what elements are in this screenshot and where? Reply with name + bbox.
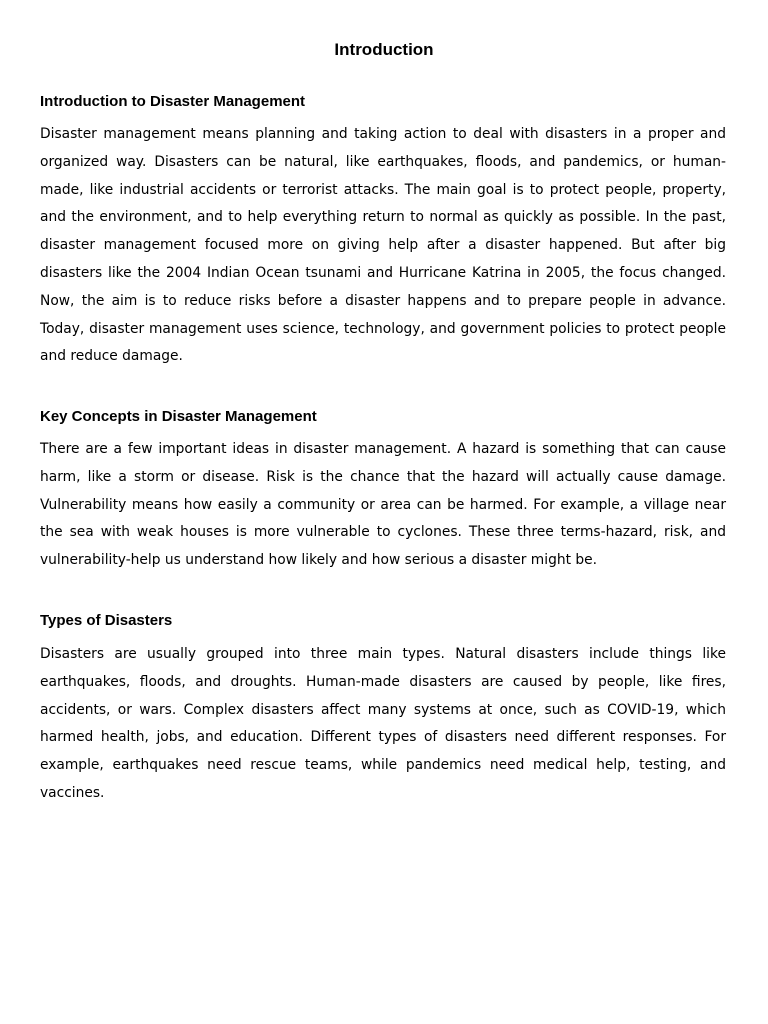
page-title: Introduction <box>334 40 434 59</box>
section-heading-introduction: Introduction to Disaster Management <box>40 93 306 110</box>
section-paragraph-introduction: Disaster management means planning and taking action to deal with disasters in a proper and organized way. Disasters can be natural, like earthquakes, floods, and pandemics, or human-made, like industrial accidents or terrorist attacks. The main goal is to protect people, property, and the environment, and to help everything return to normal as quickly as possible. In the past, disaster management focused more on giving help after a disaster happened. But after big disasters like the 2004 Indian Ocean tsunami and Hurricane Katrina in 2005, the focus changed. Now, the aim is to reduce risks before a disaster happens and to prepare people in advance. Today, disaster management uses science, technology, and government policies to protect people and reduce damage. <box>40 126 726 365</box>
section-heading-key-concepts: Key Concepts in Disaster Management <box>40 408 317 425</box>
section-paragraph-key-concepts: There are a few important ideas in disaster management. A hazard is something that can cause harm, like a storm or disease. Risk is the chance that the hazard will actually cause damage. Vulnerability means how easily a community or area can be harmed. For example, a village near the sea with weak houses is more vulnerable to cyclones. These three terms-hazard, risk, and vulnerability-help us understand how likely and how serious a disaster might be. <box>40 441 726 569</box>
section-paragraph-types: Disasters are usually grouped into three main types. Natural disasters include things like earthquakes, floods, and droughts. Human-made disasters are caused by people, like fires, accidents, or wars. Complex disasters affect many systems at once, such as COVID-19, which harmed health, jobs, and education. Different types of disasters need different responses. For example, earthquakes need rescue teams, while pandemics need medical help, testing, and vaccines. <box>40 646 726 801</box>
section-heading-types: Types of Disasters <box>40 612 173 629</box>
